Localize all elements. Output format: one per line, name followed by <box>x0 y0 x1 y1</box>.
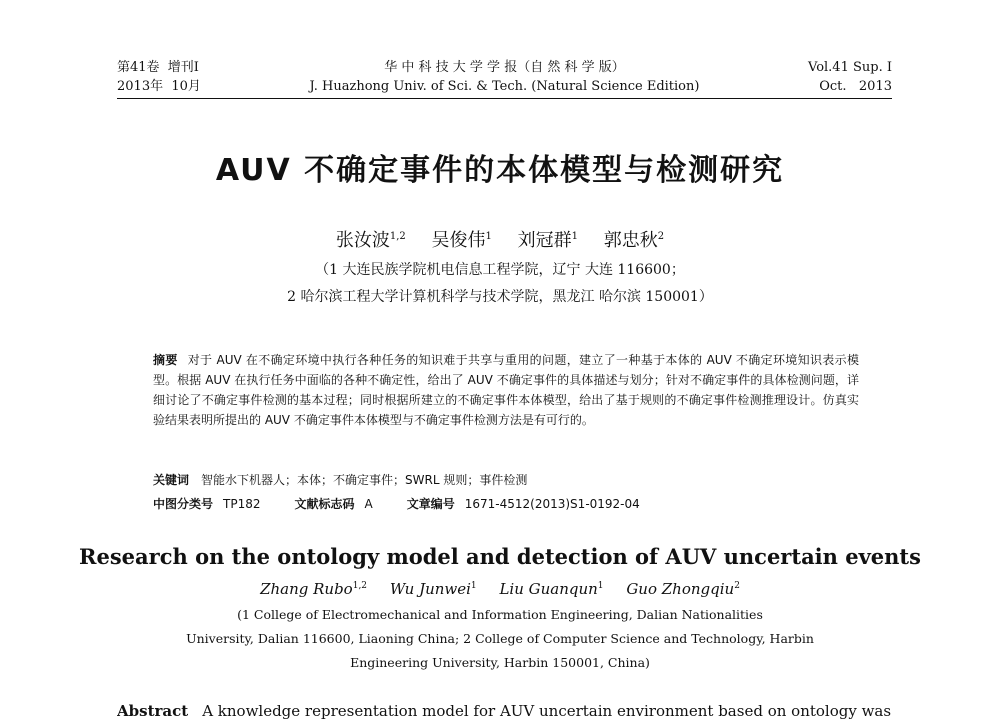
doc-code-value: A <box>364 497 373 511</box>
english-author: Zhang Rubo$^{1,2}$ <box>260 580 368 598</box>
abstract-en <box>117 702 892 720</box>
clc-label: 中图分类号 <box>153 497 214 511</box>
affiliation-line: （1 大连民族学院机电信息工程学院，辽宁 大连 116600； <box>315 262 685 278</box>
abstract-en-text: A knowledge representation model for AUV uncertain environment based on ontology was <box>202 702 892 720</box>
english-title: Research on the ontology model and detection of AUV uncertain events <box>79 544 921 569</box>
english-author: Liu Guanqun$^1$ <box>499 580 604 598</box>
english-author: Wu Junwei$^1$ <box>389 580 477 598</box>
keywords-text: 智能水下机器人；本体；不确定事件；SWRL 规则；事件检测 <box>201 473 528 487</box>
journal-name-cn: 华 中 科 技 大 学 学 报（自 然 科 学 版） <box>384 60 625 75</box>
abstract-en-label: Abstract <box>117 702 189 720</box>
author: 郭忠秋$^2$ <box>603 230 665 251</box>
author: 刘冠群$^1$ <box>517 230 578 251</box>
header-divider <box>117 98 892 99</box>
header-date: 2013年 10月 <box>117 79 201 94</box>
header-volume: 第41卷 增刊Ⅰ <box>117 60 199 75</box>
journal-name-en: J. Huazhong Univ. of Sci. & Tech. (Natural Science Edition) <box>309 79 700 94</box>
paper-title: AUV 不确定事件的本体模型与检测研究 <box>215 153 785 188</box>
english-affiliation-line: Engineering University, Harbin 150001, China) <box>350 655 650 670</box>
header-volume-info-en <box>808 58 892 96</box>
author: 张汝波$^{1,2}$ <box>335 230 406 251</box>
doc-code-label: 文献标志码 <box>294 497 355 511</box>
header-volume-en: Vol.41 Sup. Ⅰ <box>808 60 892 75</box>
keywords <box>153 471 527 488</box>
header-journal-name <box>117 58 892 96</box>
english-affiliation-line: (1 College of Electromechanical and Information Engineering, Dalian Nationalities <box>237 607 763 622</box>
article-number-label: 文章编号 <box>406 497 455 511</box>
affiliation-line: 2 哈尔滨工程大学计算机科学与技术学院，黑龙江 哈尔滨 150001） <box>287 289 713 305</box>
keywords-label: 关键词 <box>153 473 190 487</box>
header-date-en: Oct. 2013 <box>819 79 892 94</box>
abstract-cn <box>153 350 859 430</box>
english-author-list <box>0 580 1000 598</box>
english-affiliation-line: University, Dalian 116600, Liaoning China; 2 College of Computer Science and Technology, Harbin <box>186 631 814 646</box>
author-list <box>0 226 1000 252</box>
classification-line <box>153 495 674 512</box>
abstract-cn-text: 对于 AUV 在不确定环境中执行各种任务的知识难于共享与重用的问题，建立了一种基于本体的 AUV 不确定环境知识表示模型。根据 AUV 在执行任务中面临的各种不确定性，给出了 AUV 不确定事件的具体描述与划分；针对不确定事件的具体检测问题，详细讨论了不确定事件检测的基本过程；同时根据所建立的不确定事件本体模型，给出了基于规则的不确定事件检测推理设计。仿真实验结果表明所提出的 AUV 不确定事件本体模型与不确定事件检测方法是有可行的。 <box>153 353 859 427</box>
abstract-cn-label: 摘要 <box>153 353 178 367</box>
article-number-value: 1671-4512(2013)S1-0192-04 <box>464 497 640 511</box>
english-author: Guo Zhongqiu$^2$ <box>626 580 740 598</box>
author: 吴俊伟$^1$ <box>431 230 492 251</box>
clc-value: TP182 <box>223 497 261 511</box>
